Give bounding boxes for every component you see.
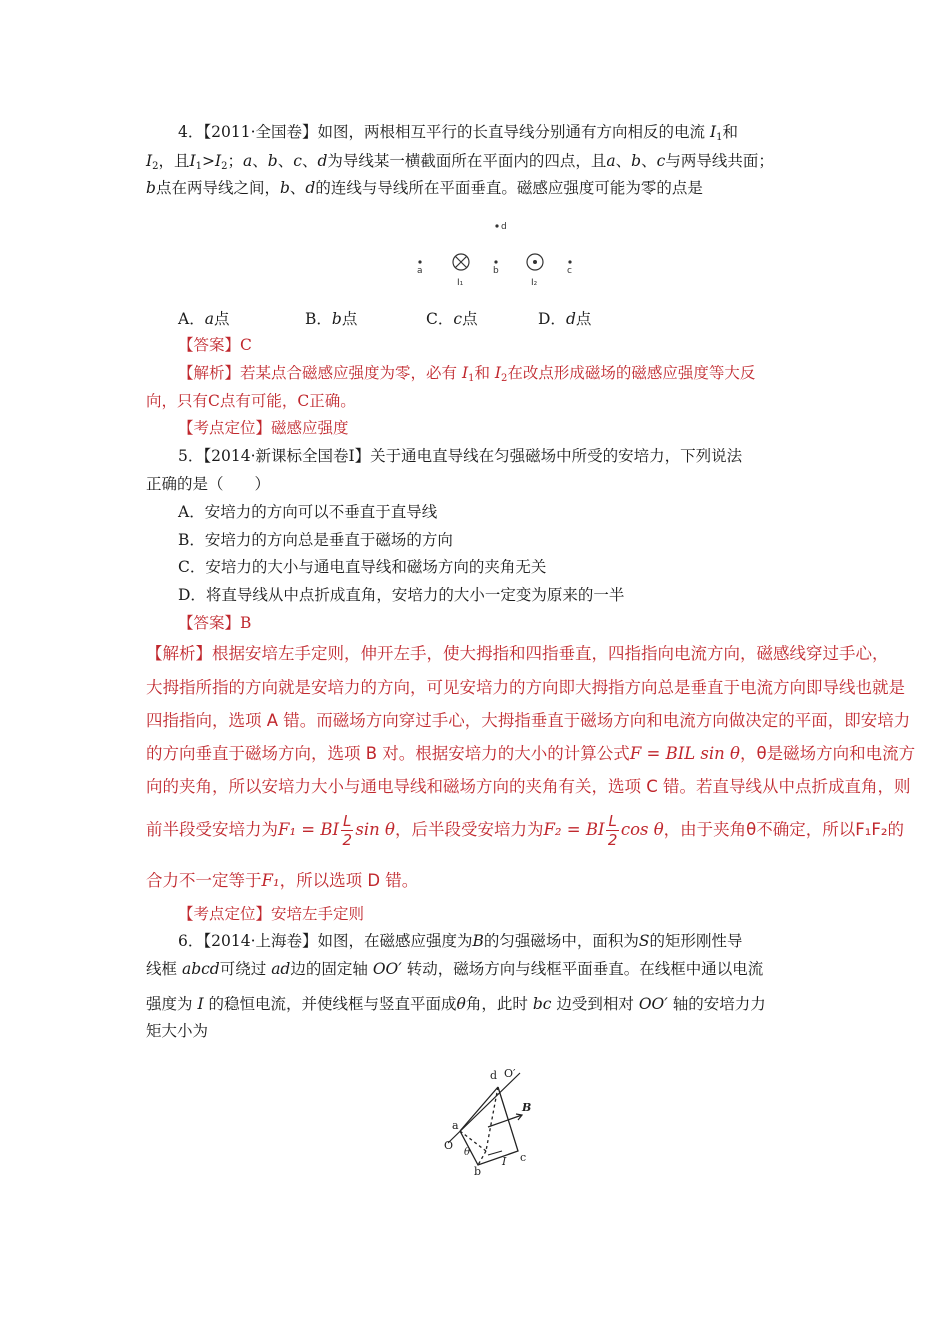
label-b: b	[474, 1165, 482, 1177]
q5-line-2: 正确的是（ ）	[146, 475, 271, 493]
point-c-dot	[568, 260, 571, 263]
q5-analysis-line-3: 四指指向，选项 A 错。而磁场方向穿过手心，大拇指垂直于磁场方向和电流方向做决定的平面，即安培力	[146, 711, 911, 730]
q4-analysis-line-1: 【解析】若某点合磁感应强度为零，必有 $I_1$和 $I_2$在改点形成磁场的磁感应强度等大反	[178, 364, 756, 384]
fraction-l-over-2: $\frac{L}{2}$	[342, 812, 352, 849]
q5-line-1: 5．【2014·新课标全国卷Ⅰ】关于通电直导线在匀强磁场中所受的安培力，下列说法	[178, 447, 743, 465]
q5-analysis-line-5: 向的夹角，所以安培力大小与通电导线和磁场方向的夹角有关，选项 C 错。若直导线从中点折成直角，则	[146, 777, 911, 796]
q4-answer: 【答案】C	[178, 336, 252, 354]
label-b-field: B	[522, 1101, 532, 1114]
q4-option-c: C．c点	[426, 310, 478, 328]
q5-analysis-line-2: 大拇指所指的方向就是安培力的方向，可见安培力的方向即大拇指方向总是垂直于电流方向即导线也就是	[146, 678, 905, 697]
q4-analysis-line-2: 向，只有C点有可能，C正确。	[146, 392, 356, 410]
label-a: a	[417, 266, 423, 276]
label-i1: I₁	[457, 278, 464, 288]
point-b-dot	[494, 260, 497, 263]
label-theta: θ	[464, 1147, 471, 1158]
q5-option-c: C．安培力的大小与通电直导线和磁场方向的夹角无关	[178, 558, 547, 576]
q6-coil-figure	[440, 1065, 550, 1177]
point-a-dot	[418, 260, 421, 263]
q5-option-d: D．将直导线从中点折成直角，安培力的大小一定变为原来的一半	[178, 586, 625, 604]
q6-line-4: 矩大小为	[146, 1022, 209, 1040]
q5-option-b: B．安培力的方向总是垂直于磁场的方向	[178, 531, 453, 549]
q4-option-d: D．d点	[538, 310, 592, 328]
label-d: d	[501, 222, 507, 232]
label-o: O	[444, 1139, 454, 1152]
label-o-prime: O′	[504, 1067, 516, 1080]
q5-option-a: A．安培力的方向可以不垂直于直导线	[178, 503, 438, 521]
q4-line-3: b点在两导线之间，b、d的连线与导线所在平面垂直。磁感应强度可能为零的点是	[146, 179, 703, 197]
q4-source: 【2011·全国卷】	[203, 123, 318, 141]
q5-knowledge-point: 【考点定位】安培左手定则	[178, 905, 365, 923]
q4-line-1: 4．【2011·全国卷】如图，两根相互平行的长直导线分别通有方向相反的电流 $I_1$和	[178, 123, 738, 143]
q4-option-a: A．a点	[178, 310, 230, 328]
point-d-dot	[495, 224, 498, 227]
label-i2: I₂	[531, 278, 538, 288]
q5-analysis-line-7: 合力不一定等于F₁，所以选项 D 错。	[146, 871, 419, 890]
label-d: d	[490, 1069, 498, 1082]
fraction-l-over-2-b: $\frac{L}{2}$	[607, 812, 618, 849]
q6-line-1: 6．【2014·上海卷】如图，在磁感应强度为B的匀强磁场中，面积为S的矩形刚性导	[178, 932, 743, 950]
label-b: b	[493, 266, 499, 276]
formula-f2: F₂ = BI	[543, 820, 605, 839]
q6-line-3: 强度为 I 的稳恒电流，并使线框与竖直平面成θ角，此时 bc 边受到相对 OO′ 轴的安培力力	[146, 995, 766, 1013]
label-c: c	[567, 266, 572, 276]
label-a: a	[452, 1119, 459, 1132]
q4-option-b: B．b点	[305, 310, 358, 328]
formula-f1: F₁ = BI	[278, 820, 340, 839]
q5-analysis-line-1: 【解析】根据安培左手定则，伸开左手，使大拇指和四指垂直，四指指向电流方向，磁感线穿过手心，	[146, 644, 889, 663]
q6-line-2: 线框 abcd可绕过 ad边的固定轴 OO′ 转动，磁场方向与线框平面垂直。在线框中通以电流	[146, 960, 764, 978]
label-current: I	[502, 1155, 507, 1168]
label-c: c	[520, 1151, 527, 1164]
q5-answer: 【答案】B	[178, 614, 252, 632]
formula-ampere-force: F = BIL sin θ	[629, 744, 740, 763]
q4-knowledge-point: 【考点定位】磁感应强度	[178, 419, 349, 437]
q4-wire-figure	[405, 215, 585, 295]
q4-number: 4．	[178, 123, 204, 141]
q5-analysis-line-6: 前半段受安培力为F₁ = BI $\frac{L}{2}$ sin θ，后半段受安培力为F₂ = BI $\frac{L}{2}$ cos θ，由于夹角θ不确定，所以F₁F₂的	[146, 812, 904, 849]
q4-line-2: $I_2$，且$I_1>I_2$；a、b、c、d为导线某一横截面所在平面内的四点，且a、b、c与两导线共面；	[146, 152, 774, 172]
q5-analysis-line-4: 的方向垂直于磁场方向，选项 B 对。根据安培力的大小的计算公式F = BIL sin θ，θ是磁场方向和电流方	[146, 744, 916, 763]
